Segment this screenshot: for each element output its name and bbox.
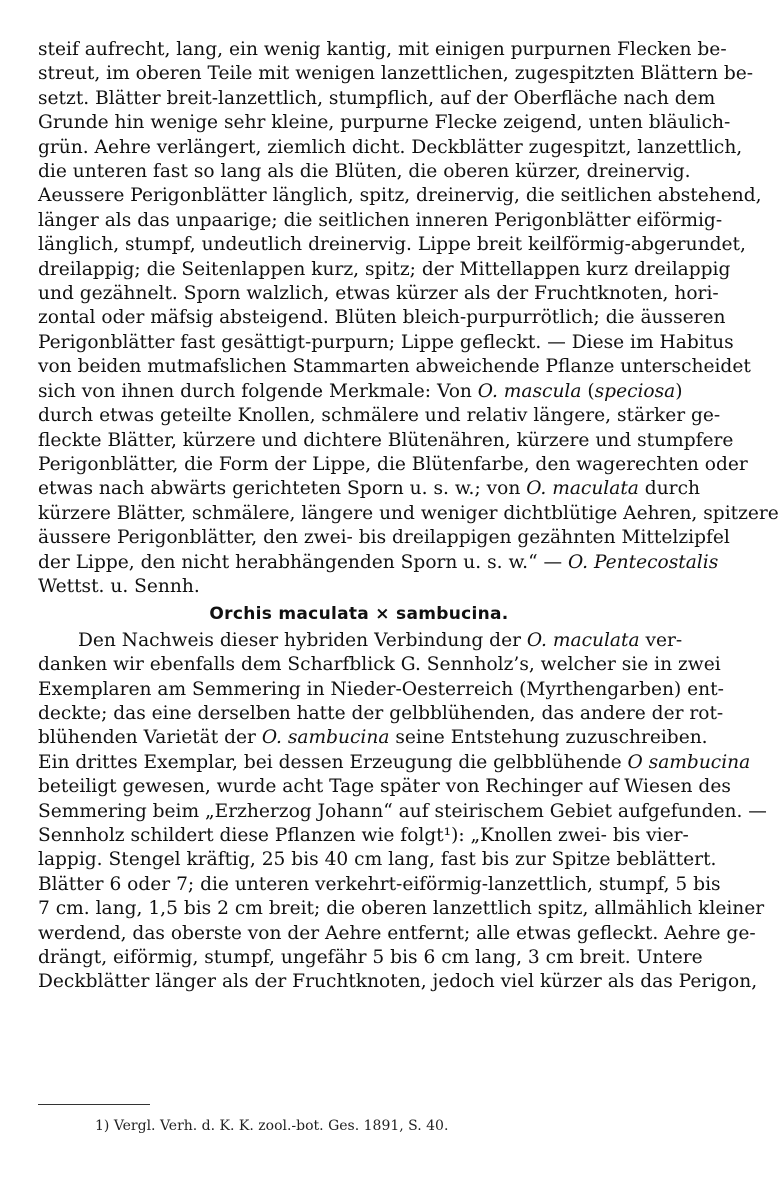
text-line [38, 160, 691, 184]
text-line [38, 136, 743, 160]
text-run: dreilappig; die Seitenlappen kurz, spitz; der Mittellappen kurz dreilappig [38, 258, 731, 280]
text-run: etwas nach abwärts gerichteten Sporn u. s. w.; von [38, 478, 527, 500]
text-run: durch etwas geteilte Knollen, schmälere und relativ längere, stärker ge- [38, 405, 721, 427]
text-line [38, 526, 730, 550]
text-run: danken wir ebenfalls dem Scharfblick G. Sennholz’s, welcher sie in zwei [38, 654, 721, 676]
text-run: Blätter 6 oder 7; die unteren verkehrt-eiförmig-lanzettlich, stumpf, 5 bis [38, 873, 721, 895]
text-line [38, 873, 721, 897]
text-run: Aeussere Perigonblätter länglich, spitz, dreinervig, die seitlichen abstehend, [38, 185, 762, 207]
text-line [38, 331, 734, 355]
text-run: streut, im oberen Teile mit wenigen lanzettlichen, zugespitzten Blättern be- [38, 63, 754, 85]
text-run: Wettst. u. Sennh. [38, 575, 200, 597]
text-line [38, 629, 683, 653]
text-line [38, 306, 726, 330]
text-run: sich von ihnen durch folgende Merkmale: Von [38, 380, 478, 402]
body-text [38, 38, 779, 995]
text-line [38, 38, 727, 62]
text-run: setzt. Blätter breit-lanzettlich, stumpflich, auf der Oberfläche nach dem [38, 87, 716, 109]
text-line [38, 970, 758, 994]
text-line [38, 184, 762, 208]
text-line [38, 258, 731, 282]
text-run: Perigonblätter, die Form der Lippe, die Blütenfarbe, den wagerechten oder [38, 453, 748, 475]
footnote: 1) Vergl. Verh. d. K. K. zool.-bot. Ges. 1891, S. 40. [95, 1118, 449, 1134]
text-line [38, 62, 754, 86]
text-line [38, 477, 700, 501]
italic-text: O sambucina [627, 751, 751, 773]
text-run: beteiligt gewesen, wurde acht Tage später von Rechinger auf Wiesen des [38, 776, 731, 798]
text-run: 7 cm. lang, 1,5 bis 2 cm breit; die oberen lanzettlich spitz, allmählich kleiner [38, 898, 765, 920]
text-line [38, 404, 721, 428]
text-line [38, 678, 724, 702]
text-line [38, 800, 767, 824]
text-run: steif aufrecht, lang, ein wenig kantig, mit einigen purpurnen Flecken be- [38, 39, 727, 60]
text-line [38, 653, 721, 677]
text-line [38, 897, 765, 921]
text-run: zontal oder mäfsig absteigend. Blüten bleich-purpurrötlich; die äusseren [38, 307, 726, 329]
italic-text: O. maculata [526, 478, 639, 500]
text-line [38, 575, 680, 599]
text-line [38, 946, 703, 970]
text-run: werdend, das oberste von der Aehre entfernt; alle etwas gefleckt. Aehre ge- [38, 922, 756, 944]
text-run: Sennholz schildert diese Pflanzen wie folgt¹): „Knollen zwei- bis vier- [38, 825, 689, 846]
text-line [38, 380, 683, 404]
text-run: Ein drittes Exemplar, bei dessen Erzeugung die gelbblühende [38, 751, 628, 773]
italic-text: O. Pentecostalis [568, 551, 719, 573]
text-line [38, 922, 756, 946]
text-run: lappig. Stengel kräftig, 25 bis 40 cm lang, fast bis zur Spitze beblättert. [38, 849, 717, 871]
text-run: kürzere Blätter, schmälere, längere und weniger dichtblütige Aehren, spitzere [38, 502, 779, 524]
text-run: der Lippe, den nicht herabhängenden Sporn u. s. w.“ — [38, 551, 568, 573]
text-line [38, 502, 779, 526]
text-run: die unteren fast so lang als die Blüten, die oberen kürzer, dreinervig. [38, 161, 691, 183]
text-run: Semmering beim „Erzherzog Johann“ auf steirischem Gebiet aufgefunden. — [38, 800, 767, 822]
text-line [38, 233, 746, 257]
text-line [38, 209, 723, 233]
text-line [38, 111, 731, 135]
text-run: deckte; das eine derselben hatte der gelbblühenden, das andere der rot- [38, 702, 724, 724]
text-run: Den Nachweis dieser hybriden Verbindung der [78, 629, 527, 651]
text-run: Grunde hin wenige sehr kleine, purpurne Flecke zeigend, unten bläulich- [38, 112, 731, 134]
text-line [38, 282, 719, 306]
text-run: fleckte Blätter, kürzere und dichtere Blütenähren, kürzere und stumpfere [38, 429, 734, 451]
text-run: ) [675, 380, 683, 402]
text-line [38, 453, 748, 477]
text-run: Orchis maculata × sambucina. [209, 604, 509, 625]
text-run: länger als das unpaarige; die seitlichen inneren Perigonblätter eiförmig- [38, 209, 723, 231]
text-run: äussere Perigonblätter, den zwei- bis dreilappigen gezähnten Mittelzipfel [38, 527, 730, 549]
text-run: Deckblätter länger als der Fruchtknoten, jedoch viel kürzer als das Perigon, [38, 971, 758, 993]
text-run: blühenden Varietät der [38, 727, 262, 749]
italic-text: O. sambucina [261, 727, 390, 749]
text-run: von beiden mutmafslichen Stammarten abweichende Pflanze unterscheidet [38, 356, 751, 378]
italic-text: O. mascula [477, 380, 582, 402]
text-run: länglich, stumpf, undeutlich dreinervig. Lippe breit keilförmig-abgerundet, [38, 234, 746, 256]
text-line [38, 751, 751, 775]
italic-text: speciosa [594, 380, 676, 402]
text-line [38, 848, 717, 872]
text-line [38, 702, 724, 726]
text-line [38, 429, 734, 453]
text-line [38, 775, 731, 799]
text-line [38, 87, 716, 111]
text-run: seine Entstehung zuzuschreiben. [389, 727, 708, 749]
italic-text: O. maculata [526, 629, 640, 651]
text-line [38, 355, 751, 379]
text-run: Perigonblätter fast gesättigt-purpurn; Lippe gefleckt. — Diese im Habitus [38, 331, 734, 353]
text-line [38, 726, 708, 750]
text-run: grün. Aehre verlängert, ziemlich dicht. Deckblätter zugespitzt, lanzettlich, [38, 136, 743, 158]
text-run: Exemplaren am Semmering in Nieder-Oesterreich (Myrthengarben) ent- [38, 678, 724, 700]
text-run: ver- [639, 629, 683, 651]
text-run: ( [581, 380, 595, 402]
text-line [38, 551, 719, 575]
section-heading [38, 602, 680, 626]
text-line [38, 824, 689, 848]
text-run: durch [638, 478, 700, 500]
footnote-rule [38, 1104, 150, 1105]
text-run: und gezähnelt. Sporn walzlich, etwas kürzer als der Fruchtknoten, hori- [38, 283, 719, 305]
text-run: drängt, eiförmig, stumpf, ungefähr 5 bis 6 cm lang, 3 cm breit. Untere [38, 947, 703, 969]
